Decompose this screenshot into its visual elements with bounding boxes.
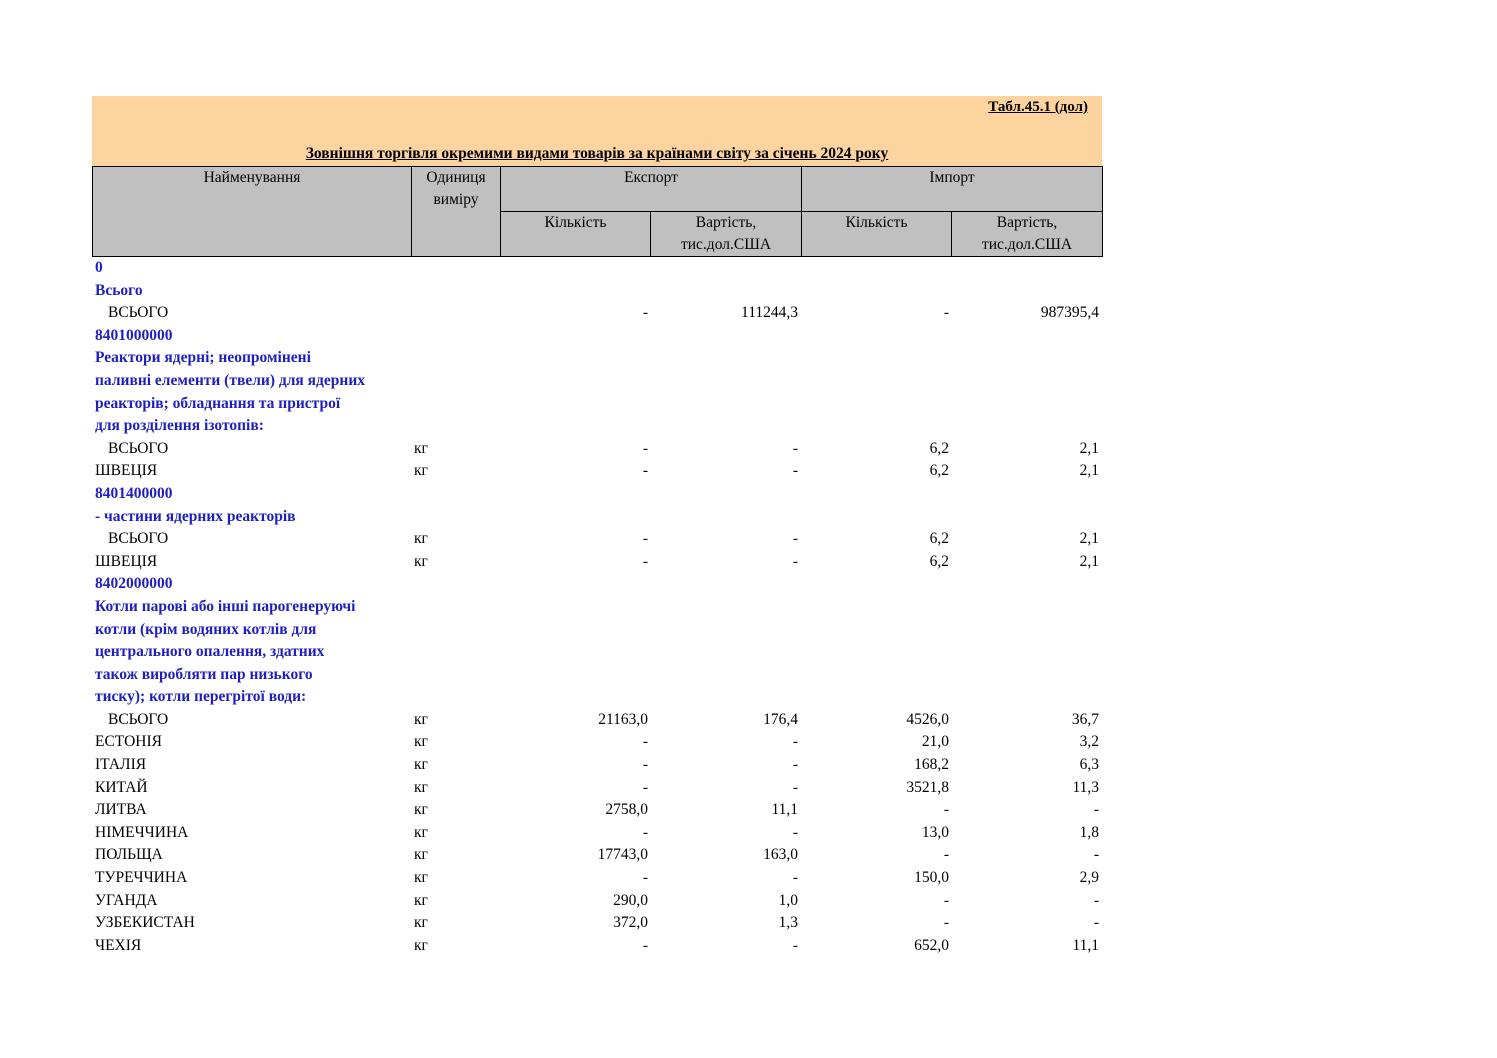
import-qty: 150,0: [914, 869, 949, 887]
row-name: ШВЕЦІЯ: [95, 552, 158, 570]
export-value: -: [792, 439, 798, 457]
import-value: -: [1093, 914, 1099, 932]
row-name: ВСЬОГО: [108, 439, 169, 457]
table-row: [92, 460, 1102, 483]
table-row: [92, 890, 1102, 913]
export-value: 1,3: [778, 914, 798, 932]
row-unit: кг: [414, 462, 428, 480]
row-name: УЗБЕКИСТАН: [95, 914, 195, 932]
export-qty: 290,0: [613, 891, 648, 909]
table-header: [92, 166, 1103, 257]
group-header-row: [92, 280, 1102, 303]
import-value: -: [1093, 891, 1099, 909]
export-value: -: [792, 869, 798, 887]
import-qty: 21,0: [921, 733, 949, 751]
row-name: ВСЬОГО: [108, 710, 169, 728]
table-reference: Табл.45.1 (дол): [988, 99, 1088, 115]
import-value: -: [1093, 801, 1099, 819]
import-qty: -: [943, 891, 949, 909]
row-unit: кг: [414, 756, 428, 774]
row-unit: кг: [414, 439, 428, 457]
group-header-row: [92, 393, 1102, 416]
group-header-text: 0: [95, 259, 103, 276]
export-value: -: [792, 552, 798, 570]
import-value: -: [1093, 846, 1099, 864]
export-qty: -: [642, 462, 648, 480]
import-value: 2,1: [1079, 462, 1099, 480]
export-qty: -: [642, 869, 648, 887]
row-name: ШВЕЦІЯ: [95, 462, 158, 480]
table-row: [92, 754, 1102, 777]
export-value: 111244,3: [741, 304, 798, 322]
row-name: ПОЛЬЩА: [95, 846, 163, 864]
import-qty: -: [943, 801, 949, 819]
row-name: ЧЕХІЯ: [95, 936, 142, 954]
row-unit: кг: [414, 801, 428, 819]
export-qty: -: [642, 936, 648, 954]
group-header-row: [92, 506, 1102, 529]
group-header-row: [92, 686, 1102, 709]
table-row: [92, 528, 1102, 551]
import-qty: -: [943, 914, 949, 932]
export-qty: -: [642, 439, 648, 457]
table-row: [92, 777, 1102, 800]
table-row: [92, 844, 1102, 867]
group-header-text: реакторів; обладнання та пристрої: [95, 394, 341, 412]
group-header-text: котли (крім водяних котлів для: [95, 620, 317, 638]
row-name: ВСЬОГО: [108, 530, 169, 548]
row-name: ІТАЛІЯ: [95, 756, 147, 774]
table-row: [92, 302, 1102, 325]
table-row: [92, 935, 1102, 958]
table-row: [92, 912, 1102, 935]
table-row: [92, 709, 1102, 732]
table-row: [92, 867, 1102, 890]
group-header-text: для розділення ізотопів:: [95, 417, 264, 435]
export-qty: -: [642, 778, 648, 796]
import-qty: 6,2: [929, 439, 949, 457]
table-row: [92, 799, 1102, 822]
row-name: НІМЕЧЧИНА: [95, 823, 189, 841]
import-qty: -: [943, 304, 949, 322]
group-header-row: [92, 596, 1102, 619]
header-export-qty: Кількість: [501, 212, 651, 257]
header-export: Експорт: [501, 167, 802, 212]
import-qty: -: [943, 846, 949, 864]
group-header-row: [92, 483, 1102, 506]
import-qty: 13,0: [921, 823, 949, 841]
export-value: -: [792, 778, 798, 796]
group-header-row: [92, 641, 1102, 664]
import-value: 2,1: [1079, 530, 1099, 548]
row-unit: кг: [414, 733, 428, 751]
group-header-row: [92, 619, 1102, 642]
group-header-text: - частини ядерних реакторів: [95, 507, 296, 525]
import-value: 2,9: [1079, 869, 1099, 887]
import-qty: 6,2: [929, 552, 949, 570]
group-header-text: Всього: [95, 281, 143, 299]
group-header-row: [92, 325, 1102, 348]
row-unit: кг: [414, 710, 428, 728]
group-header-text: 8401400000: [95, 484, 173, 502]
group-header-text: тиску); котли перегрітої води:: [95, 688, 307, 706]
title-banner: [92, 96, 1102, 166]
row-unit: кг: [414, 778, 428, 796]
header-name: Найменування: [93, 167, 412, 257]
export-qty: -: [642, 530, 648, 548]
row-unit: кг: [414, 936, 428, 954]
row-unit: кг: [414, 846, 428, 864]
export-value: -: [792, 823, 798, 841]
export-value: -: [792, 733, 798, 751]
export-qty: -: [642, 823, 648, 841]
export-value: 1,0: [778, 891, 798, 909]
table-body: [92, 257, 1102, 957]
row-unit: кг: [414, 869, 428, 887]
import-value: 11,1: [1072, 936, 1099, 954]
export-qty: 17743,0: [597, 846, 648, 864]
export-qty: -: [642, 304, 648, 322]
header-import-qty: Кількість: [802, 212, 952, 257]
export-qty: 372,0: [613, 914, 648, 932]
table-row: [92, 731, 1102, 754]
table-row: [92, 822, 1102, 845]
group-header-text: 8402000000: [95, 575, 173, 593]
group-header-row: [92, 415, 1102, 438]
export-value: -: [792, 936, 798, 954]
row-name: ТУРЕЧЧИНА: [95, 869, 188, 887]
import-value: 2,1: [1079, 439, 1099, 457]
import-value: 3,2: [1079, 733, 1099, 751]
group-header-row: [92, 257, 1102, 280]
row-name: КИТАЙ: [95, 778, 148, 796]
export-value: -: [792, 530, 798, 548]
header-unit: Одиниця виміру: [412, 167, 501, 257]
group-header-text: центрального опалення, здатних: [95, 643, 325, 661]
group-header-text: 8401000000: [95, 326, 173, 344]
import-qty: 6,2: [929, 462, 949, 480]
group-header-row: [92, 573, 1102, 596]
import-value: 6,3: [1079, 756, 1099, 774]
export-qty: -: [642, 552, 648, 570]
import-value: 11,3: [1072, 778, 1099, 796]
row-unit: кг: [414, 552, 428, 570]
group-header-text: Котли парові або інші парогенеруючі: [95, 597, 356, 615]
export-qty: -: [642, 756, 648, 774]
group-header-text: також виробляти пар низького: [95, 665, 313, 683]
export-value: 11,1: [771, 801, 798, 819]
row-name: УГАНДА: [95, 891, 158, 909]
export-value: 176,4: [763, 710, 798, 728]
row-unit: кг: [414, 530, 428, 548]
row-name: ЕСТОНІЯ: [95, 733, 162, 751]
export-value: 163,0: [763, 846, 798, 864]
row-unit: кг: [414, 891, 428, 909]
group-header-row: [92, 370, 1102, 393]
row-name: ЛИТВА: [95, 801, 147, 819]
group-header-text: Реактори ядерні; неопромінені: [95, 349, 311, 367]
import-qty: 168,2: [914, 756, 949, 774]
row-name: ВСЬОГО: [108, 304, 169, 322]
export-qty: -: [642, 733, 648, 751]
export-value: -: [792, 462, 798, 480]
import-value: 36,7: [1071, 710, 1099, 728]
import-value: 987395,4: [1040, 304, 1099, 322]
export-qty: 21163,0: [598, 710, 648, 728]
export-qty: 2758,0: [605, 801, 648, 819]
group-header-row: [92, 347, 1102, 370]
page-title: Зовнішня торгівля окремими видами товарів за країнами світу за січень 2024 року: [305, 145, 889, 162]
import-value: 2,1: [1079, 552, 1099, 570]
header-import-value: Вартість, тис.дол.США: [952, 212, 1103, 257]
header-import: Імпорт: [802, 167, 1103, 212]
export-value: -: [792, 756, 798, 774]
row-unit: кг: [414, 823, 428, 841]
import-qty: 4526,0: [906, 710, 949, 728]
import-value: 1,8: [1079, 823, 1099, 841]
document-sheet: [92, 96, 1102, 957]
import-qty: 652,0: [914, 936, 949, 954]
group-header-text: паливні елементи (твели) для ядерних: [95, 371, 365, 389]
group-header-row: [92, 664, 1102, 687]
row-unit: кг: [414, 914, 428, 932]
import-qty: 3521,8: [906, 778, 949, 796]
table-row: [92, 551, 1102, 574]
header-export-value: Вартість, тис.дол.США: [651, 212, 802, 257]
import-qty: 6,2: [929, 530, 949, 548]
table-row: [92, 438, 1102, 461]
